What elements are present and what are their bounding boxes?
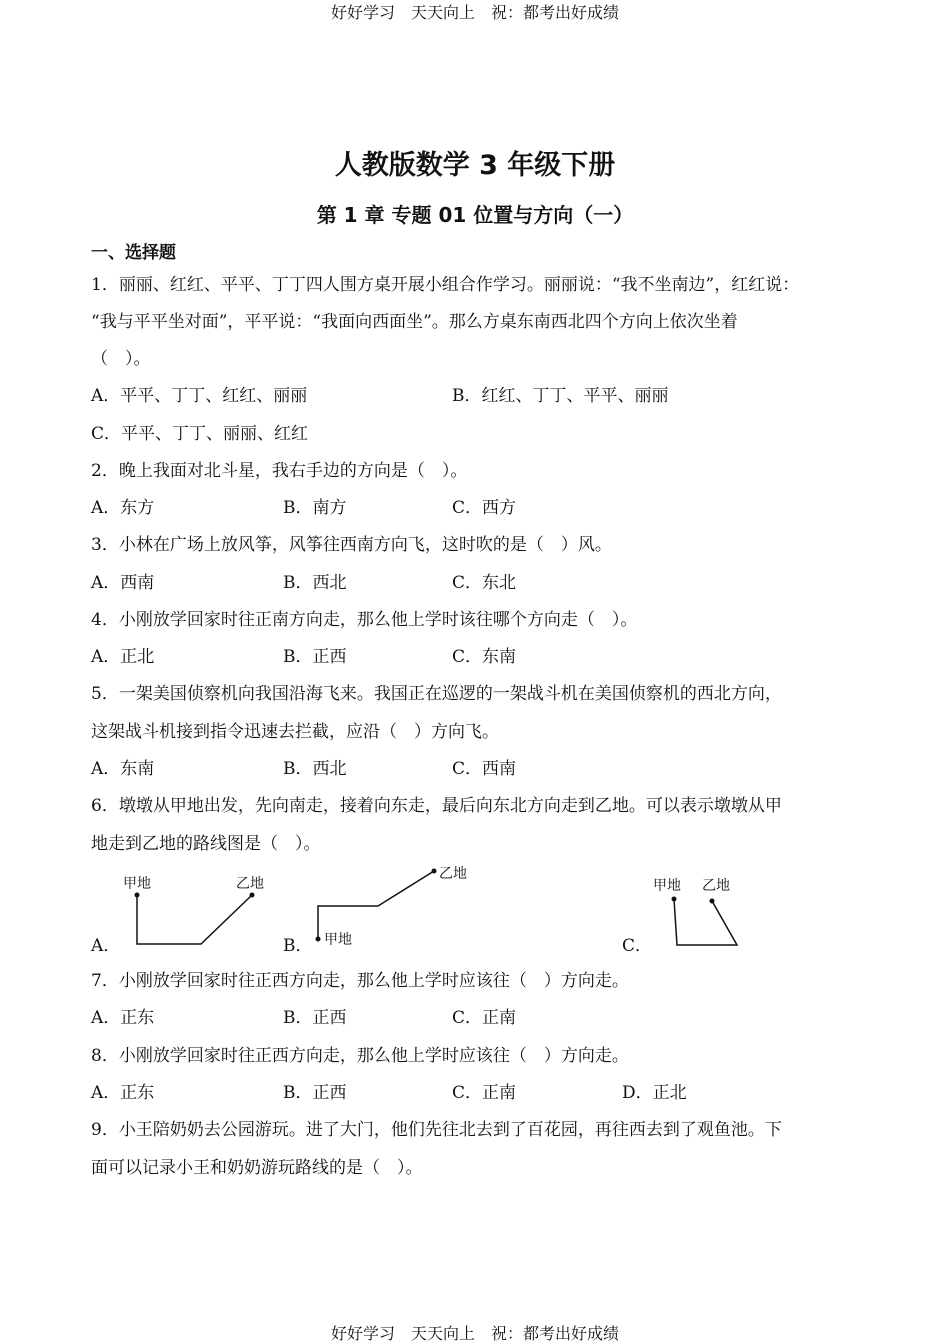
question-3-option-b[interactable]: B．西北 bbox=[283, 573, 347, 593]
route-figure-c[interactable] bbox=[648, 870, 758, 954]
figure-a-start-label: 甲地 bbox=[123, 876, 151, 892]
question-2-option-c[interactable]: C．西方 bbox=[452, 498, 517, 518]
figure-b-start-label: 甲地 bbox=[324, 932, 352, 948]
question-1-line-1: 1．丽丽、红红、平平、丁丁四人围方桌开展小组合作学习。丽丽说：“我不坐南边”，红红说： bbox=[91, 275, 800, 295]
question-8-option-c[interactable]: C．正南 bbox=[452, 1083, 517, 1103]
figure-c-start-label: 甲地 bbox=[653, 878, 681, 894]
question-9-line-2: 面可以记录小王和奶奶游玩路线的是（ ）。 bbox=[91, 1158, 423, 1178]
question-6-option-b[interactable]: B． bbox=[283, 936, 313, 956]
figure-b-route bbox=[318, 871, 434, 939]
question-7-option-b[interactable]: B．正西 bbox=[283, 1008, 347, 1028]
route-figure-a[interactable] bbox=[115, 868, 275, 952]
question-8-option-b[interactable]: B．正西 bbox=[283, 1083, 347, 1103]
question-8-option-d[interactable]: D．正北 bbox=[622, 1083, 687, 1103]
question-1-option-a[interactable]: A．平平、丁丁、红红、丽丽 bbox=[91, 386, 308, 406]
question-7-line-1: 7．小刚放学回家时往正西方向走，那么他上学时应该往（ ）方向走。 bbox=[91, 971, 629, 991]
question-8-option-a[interactable]: A．正东 bbox=[91, 1083, 155, 1103]
document-title: 人教版数学 3 年级下册 bbox=[334, 150, 616, 181]
route-figure-b[interactable] bbox=[310, 860, 480, 956]
question-4-option-c[interactable]: C．东南 bbox=[452, 647, 517, 667]
section-heading: 一、选择题 bbox=[91, 243, 176, 263]
question-4-option-b[interactable]: B．正西 bbox=[283, 647, 347, 667]
question-6-option-a[interactable]: A． bbox=[91, 936, 121, 956]
question-8-line-1: 8．小刚放学回家时往正西方向走，那么他上学时应该往（ ）方向走。 bbox=[91, 1046, 629, 1066]
question-4-line-1: 4．小刚放学回家时往正南方向走，那么他上学时该往哪个方向走（ ）。 bbox=[91, 610, 638, 630]
question-5-option-c[interactable]: C．西南 bbox=[452, 759, 517, 779]
page-footer: 好好学习 天天向上 祝：都考出好成绩 bbox=[330, 1324, 619, 1343]
figure-c-end-label: 乙地 bbox=[702, 878, 730, 894]
question-6-line-1: 6．墩墩从甲地出发，先向南走，接着向东走，最后向东北方向走到乙地。可以表示墩墩从甲 bbox=[91, 796, 782, 816]
question-2-option-b[interactable]: B．南方 bbox=[283, 498, 347, 518]
question-2-option-a[interactable]: A．东方 bbox=[91, 498, 155, 518]
question-5-option-a[interactable]: A．东南 bbox=[91, 759, 155, 779]
question-1-option-c[interactable]: C．平平、丁丁、丽丽、红红 bbox=[91, 424, 309, 444]
question-1-line-2: “我与平平坐对面”，平平说：“我面向西面坐”。那么方桌东南西北四个方向上依次坐着 bbox=[91, 312, 738, 332]
page-header: 好好学习 天天向上 祝：都考出好成绩 bbox=[330, 3, 619, 22]
figure-a-route bbox=[137, 895, 252, 944]
question-5-line-1: 5．一架美国侦察机向我国沿海飞来。我国正在巡逻的一架战斗机在美国侦察机的西北方向， bbox=[91, 684, 782, 704]
question-3-option-c[interactable]: C．东北 bbox=[452, 573, 517, 593]
question-6-line-2: 地走到乙地的路线图是（ ）。 bbox=[91, 834, 321, 854]
figure-a-end-label: 乙地 bbox=[236, 876, 264, 892]
figure-c-route bbox=[674, 899, 737, 945]
question-9-line-1: 9．小王陪奶奶去公园游玩。进了大门，他们先往北去到了百花园，再往西去到了观鱼池。下 bbox=[91, 1120, 782, 1140]
question-1-option-b[interactable]: B．红红、丁丁、平平、丽丽 bbox=[452, 386, 669, 406]
question-7-option-a[interactable]: A．正东 bbox=[91, 1008, 155, 1028]
question-4-option-a[interactable]: A．正北 bbox=[91, 647, 155, 667]
question-6-option-c[interactable]: C． bbox=[622, 936, 653, 956]
question-5-option-b[interactable]: B．西北 bbox=[283, 759, 347, 779]
question-1-line-3: （ ）。 bbox=[91, 349, 151, 369]
question-3-option-a[interactable]: A．西南 bbox=[91, 573, 155, 593]
question-7-option-c[interactable]: C．正南 bbox=[452, 1008, 517, 1028]
chapter-subtitle: 第 1 章 专题 01 位置与方向（一） bbox=[316, 203, 634, 227]
question-5-line-2: 这架战斗机接到指令迅速去拦截，应沿（ ）方向飞。 bbox=[91, 722, 499, 742]
question-3-line-1: 3．小林在广场上放风筝，风筝往西南方向飞，这时吹的是（ ）风。 bbox=[91, 535, 612, 555]
figure-b-end-label: 乙地 bbox=[439, 866, 467, 882]
question-2-line-1: 2．晚上我面对北斗星，我右手边的方向是（ ）。 bbox=[91, 461, 468, 481]
